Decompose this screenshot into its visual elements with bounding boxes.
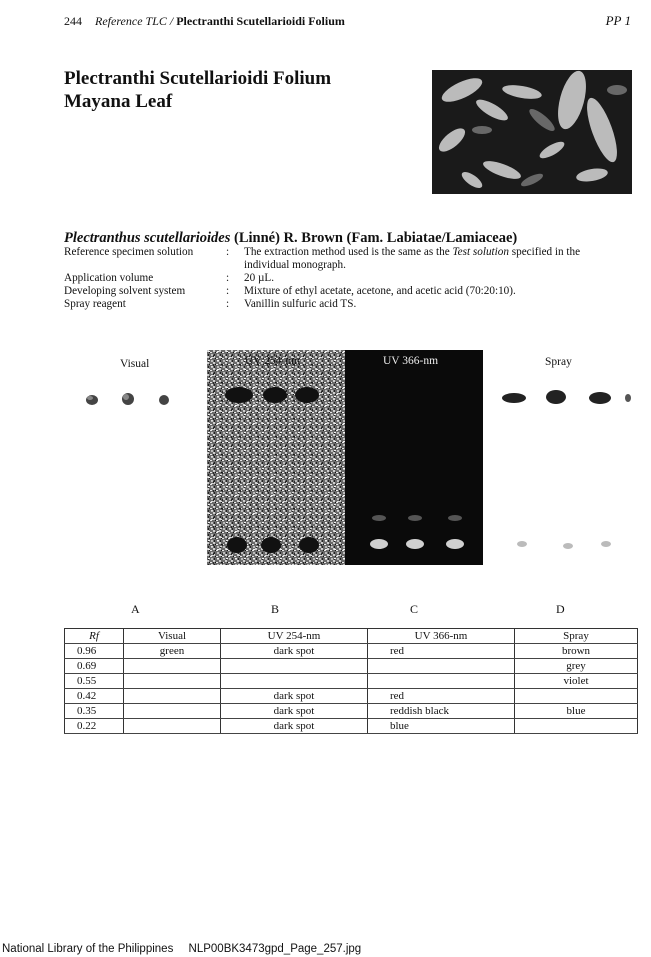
plate-spray-spots — [494, 386, 644, 561]
info-row-spray: Spray reagent : Vanillin sulfuric acid TS. — [64, 298, 624, 311]
column-header: Rf — [65, 629, 124, 644]
info-label: Developing solvent system — [64, 285, 186, 297]
page-title-latin: Plectranthi Scutellarioidi Folium — [64, 68, 332, 89]
plate-letter-a: A — [131, 602, 140, 616]
running-header — [64, 14, 345, 29]
info-row-solvent: Developing solvent system : Mixture of ethyl acetate, acetone, and acetic acid (70:20:10). — [64, 285, 624, 298]
table-row: 0.22 dark spot blue — [65, 719, 638, 734]
info-label: Reference specimen solution — [64, 246, 194, 258]
plate-label-uv254: UV 254-nm — [245, 355, 301, 367]
method-info — [64, 246, 624, 311]
column-header: Visual — [124, 629, 221, 644]
plate-label-uv366: UV 366-nm — [383, 355, 439, 367]
footer-caption — [2, 943, 361, 955]
plate-visual-spots — [78, 388, 178, 412]
table-header-row — [65, 629, 638, 644]
page-title-common: Mayana Leaf — [64, 91, 173, 112]
footer-filename: NLP00BK3473gpd_Page_257.jpg — [188, 943, 362, 955]
info-value: Mixture of ethyl acetate, acetone, and acetic acid (70:20:10). — [244, 285, 516, 297]
column-header: UV 366-nm — [368, 629, 515, 644]
running-title: Plectranthi Scutellarioidi Folium — [176, 14, 345, 28]
species-authority: (Linné) R. Brown (Fam. Labiatae/Lamiaceae) — [234, 230, 518, 246]
rf-table — [64, 628, 638, 734]
page-number: 244 — [64, 14, 82, 28]
info-label: Application volume — [64, 272, 154, 284]
plate-letter-c: C — [410, 602, 419, 616]
section-label: Reference TLC / — [95, 14, 174, 28]
plate-label-visual: Visual — [120, 358, 150, 370]
table-row: 0.35 dark spot reddish black blue — [65, 704, 638, 719]
info-value: Vanillin sulfuric acid TS. — [244, 298, 357, 310]
plate-uv — [207, 350, 483, 565]
footer-library: National Library of the Philippines — [2, 943, 174, 955]
info-row-reference: Reference specimen solution : The extraction method used is the same as the Test solution specified in the individual monograph. — [64, 246, 624, 272]
table-row: 0.96 green dark spot red brown — [65, 644, 638, 659]
info-value: 20 µL. — [244, 272, 275, 284]
plate-code: PP 1 — [605, 13, 631, 28]
species-heading — [64, 230, 517, 247]
info-row-volume: Application volume : 20 µL. — [64, 272, 624, 285]
table-row: 0.42 dark spot red — [65, 689, 638, 704]
plate-letter-b: B — [271, 602, 280, 616]
column-header: UV 254-nm — [221, 629, 368, 644]
info-value: The extraction method used is the same as the Test solution specified in the individual monograph. — [244, 246, 581, 271]
species-name: Plectranthus scutellarioides — [64, 230, 231, 246]
plate-label-spray: Spray — [545, 356, 572, 368]
plant-photo — [432, 70, 632, 194]
column-header: Spray — [515, 629, 638, 644]
info-label: Spray reagent — [64, 298, 126, 310]
table-row: 0.55 violet — [65, 674, 638, 689]
plate-letter-d: D — [556, 602, 565, 616]
table-row: 0.69 grey — [65, 659, 638, 674]
